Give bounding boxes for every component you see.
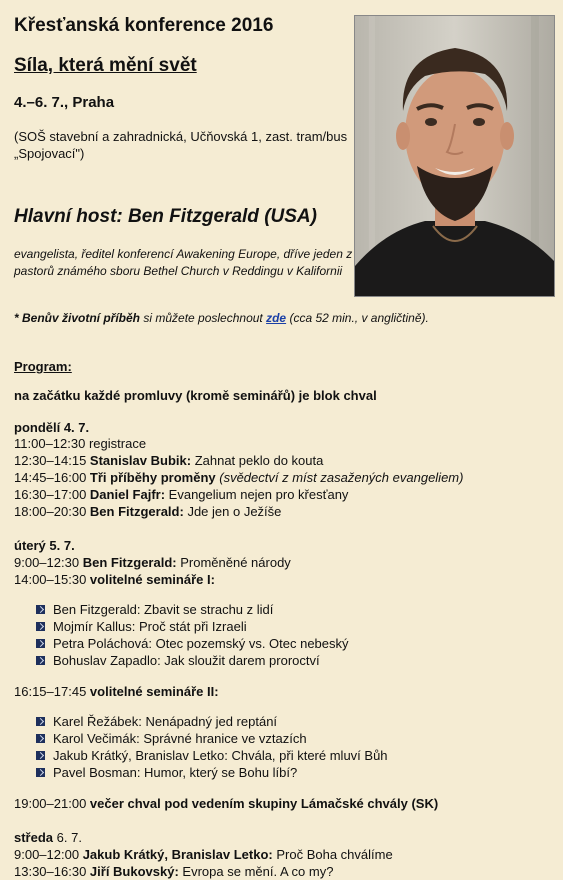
seminar-item: Bohuslav Zapadlo: Jak sloužit darem proroctví bbox=[53, 653, 320, 668]
program-heading: Program: bbox=[14, 359, 72, 374]
schedule-speaker: Tři příběhy proměny bbox=[89, 470, 216, 485]
list-item bbox=[36, 636, 349, 651]
schedule-speaker: Jiří Bukovský: bbox=[89, 864, 179, 879]
schedule-row bbox=[14, 555, 291, 570]
schedule-time: 18:00–20:30 bbox=[14, 504, 87, 519]
schedule-row bbox=[14, 847, 393, 862]
schedule-row bbox=[14, 796, 438, 811]
list-item bbox=[36, 602, 273, 617]
schedule-row bbox=[14, 572, 215, 587]
bullet-arrow-icon bbox=[36, 622, 45, 631]
schedule-time: 9:00–12:30 bbox=[14, 555, 80, 570]
schedule-text: Zahnat peklo do kouta bbox=[194, 453, 324, 468]
schedule-time: 11:00–12:30 bbox=[14, 436, 86, 451]
schedule-time: 13:30–16:30 bbox=[14, 864, 87, 879]
schedule-speaker: Stanislav Bubik: bbox=[89, 453, 192, 468]
conference-venue: (SOŠ stavební a zahradnická, Učňovská 1, zast. tram/bus „Spojovací") bbox=[14, 129, 348, 161]
list-item bbox=[36, 653, 320, 668]
schedule-speaker: Jakub Krátký, Branislav Letko: bbox=[82, 847, 273, 862]
day-name: středa bbox=[14, 830, 54, 845]
seminar-block-title: volitelné semináře I: bbox=[89, 572, 215, 587]
schedule-text: Jde jen o Ježíše bbox=[187, 504, 282, 519]
schedule-speaker: Ben Fitzgerald: bbox=[82, 555, 177, 570]
list-item bbox=[36, 765, 297, 780]
schedule-time: 9:00–12:00 bbox=[14, 847, 80, 862]
life-story-suffix: (cca 52 min., v angličtině). bbox=[286, 311, 429, 325]
seminar-item: Ben Fitzgerald: Zbavit se strachu z lidí bbox=[53, 602, 274, 617]
day-date: 6. 7. bbox=[53, 830, 82, 845]
schedule-text: Proč Boha chválíme bbox=[276, 847, 393, 862]
schedule-row bbox=[14, 864, 333, 879]
bullet-arrow-icon bbox=[36, 605, 45, 614]
bullet-arrow-icon bbox=[36, 751, 45, 760]
schedule-time: 12:30–14:15 bbox=[14, 453, 87, 468]
list-item bbox=[36, 714, 277, 729]
speaker-photo bbox=[354, 15, 555, 297]
schedule-text: Evangelium nejen pro křesťany bbox=[168, 487, 349, 502]
bullet-arrow-icon bbox=[36, 768, 45, 777]
schedule-text: večer chval pod vedením skupiny Lámačské chvály (SK) bbox=[89, 796, 439, 811]
list-item bbox=[36, 731, 307, 746]
schedule-text: registrace bbox=[88, 436, 147, 451]
schedule-row bbox=[14, 487, 348, 502]
list-item bbox=[36, 748, 388, 763]
bullet-arrow-icon bbox=[36, 639, 45, 648]
conference-subtitle: Síla, která mění svět bbox=[14, 55, 197, 76]
seminar-item: Pavel Bosman: Humor, který se Bohu líbí? bbox=[53, 765, 298, 780]
schedule-row bbox=[14, 504, 281, 519]
schedule-text: (svědectví z míst zasažených evangeliem) bbox=[219, 470, 464, 485]
life-story-label: * Benův životní příběh bbox=[14, 311, 141, 325]
seminar-item: Karel Řežábek: Nenápadný jed reptání bbox=[53, 714, 278, 729]
seminar-block-title: volitelné semináře II: bbox=[89, 684, 219, 699]
schedule-row bbox=[14, 684, 219, 699]
speaker-portrait-image bbox=[355, 16, 554, 296]
bullet-arrow-icon bbox=[36, 717, 45, 726]
schedule-time: 14:45–16:00 bbox=[14, 470, 87, 485]
seminar-item: Jakub Krátký, Branislav Letko: Chvála, při které mluví Bůh bbox=[53, 748, 388, 763]
schedule-text: Proměněné národy bbox=[180, 555, 291, 570]
schedule-speaker: Ben Fitzgerald: bbox=[89, 504, 184, 519]
schedule-row bbox=[14, 453, 323, 468]
schedule-time: 16:15–17:45 bbox=[14, 684, 87, 699]
schedule-time: 14:00–15:30 bbox=[14, 572, 87, 587]
list-item bbox=[36, 619, 247, 634]
tuesday-heading: úterý 5. 7. bbox=[14, 538, 75, 553]
schedule-row bbox=[14, 436, 146, 451]
page-title: Křesťanská konference 2016 bbox=[14, 15, 274, 36]
worship-note: na začátku každé promluvy (kromě seminářů) je blok chval bbox=[14, 388, 377, 403]
seminar-item: Petra Poláchová: Otec pozemský vs. Otec nebeský bbox=[53, 636, 349, 651]
bullet-arrow-icon bbox=[36, 656, 45, 665]
schedule-time: 19:00–21:00 bbox=[14, 796, 87, 811]
main-host-description: evangelista, ředitel konferencí Awakening Europe, dříve jeden z pastorů známého sboru Bethel Church v Reddingu v Kalifornii bbox=[14, 247, 353, 278]
schedule-time: 16:30–17:00 bbox=[14, 487, 87, 502]
seminar-item: Mojmír Kallus: Proč stát při Izraeli bbox=[53, 619, 247, 634]
seminar-item: Karol Večimák: Správné hranice ve vztazích bbox=[53, 731, 307, 746]
schedule-row bbox=[14, 470, 463, 485]
schedule-text: Evropa se mění. A co my? bbox=[182, 864, 334, 879]
wednesday-heading bbox=[14, 830, 82, 845]
monday-heading: pondělí 4. 7. bbox=[14, 420, 90, 435]
schedule-speaker: Daniel Fajfr: bbox=[89, 487, 166, 502]
bullet-arrow-icon bbox=[36, 734, 45, 743]
conference-dates: 4.–6. 7., Praha bbox=[14, 94, 115, 111]
life-story-line bbox=[14, 311, 429, 325]
main-host-heading: Hlavní host: Ben Fitzgerald (USA) bbox=[14, 206, 317, 227]
life-story-text: si můžete poslechnout bbox=[140, 311, 267, 325]
life-story-link[interactable]: zde bbox=[266, 311, 287, 325]
